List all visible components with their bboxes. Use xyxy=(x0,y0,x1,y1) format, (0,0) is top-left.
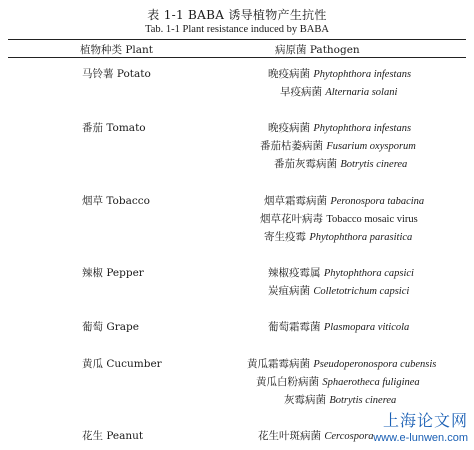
pathogen-cell: 炭疽病菌 Colletotrichum capsici xyxy=(268,285,410,297)
pathogen-cell: 烟草霜霉病菌 Peronospora tabacina xyxy=(264,195,425,207)
plant-cell: 马铃薯 Potato xyxy=(82,68,151,80)
pathogen-cell: 黄瓜白粉病菌 Sphaerotheca fuliginea xyxy=(256,376,420,388)
header-plant: 植物种类 Plant xyxy=(80,44,154,56)
header-pathogen: 病原菌 Pathogen xyxy=(275,44,360,56)
table-header-rule xyxy=(8,57,466,58)
pathogen-cell: 番茄枯萎病菌 Fusarium oxysporum xyxy=(260,140,416,152)
table-title-cn: 表 1-1 BABA 诱导植物产生抗性 xyxy=(147,8,327,22)
watermark-text: 上海论文网 xyxy=(382,411,468,430)
pathogen-cell: 黄瓜霜霉病菌 Pseudoperonospora cubensis xyxy=(247,358,437,370)
watermark-url: www.e-lunwen.com xyxy=(373,432,468,444)
pathogen-cell: 辣椒疫霉属 Phytophthora capsici xyxy=(268,267,414,279)
plant-cell: 辣椒 Pepper xyxy=(82,267,144,279)
pathogen-cell: 晚疫病菌 Phytophthora infestans xyxy=(268,68,412,80)
table-top-rule xyxy=(8,39,466,40)
watermark xyxy=(373,408,468,444)
plant-cell: 番茄 Tomato xyxy=(82,122,146,134)
pathogen-cell: 寄生疫霉 Phytophthora parasitica xyxy=(264,231,413,243)
plant-cell: 黄瓜 Cucumber xyxy=(82,358,162,370)
pathogen-cell: 灰霉病菌 Botrytis cinerea xyxy=(284,394,397,406)
pathogen-cell: 烟草花叶病毒 Tobacco mosaic virus xyxy=(260,213,418,225)
plant-cell: 葡萄 Grape xyxy=(82,321,139,333)
pathogen-cell: 早疫病菌 Alternaria solani xyxy=(280,86,398,98)
plant-cell: 花生 Peanut xyxy=(82,430,144,442)
table-title-en: Tab. 1-1 Plant resistance induced by BABA xyxy=(145,24,329,35)
pathogen-cell: 番茄灰霉病菌 Botrytis cinerea xyxy=(274,158,408,170)
pathogen-cell: 晚疫病菌 Phytophthora infestans xyxy=(268,122,412,134)
pathogen-cell: 花生叶斑病菌 Cercospora xyxy=(258,430,374,442)
plant-cell: 烟草 Tobacco xyxy=(82,195,150,207)
pathogen-cell: 葡萄霜霉菌 Plasmopara viticola xyxy=(268,321,410,333)
